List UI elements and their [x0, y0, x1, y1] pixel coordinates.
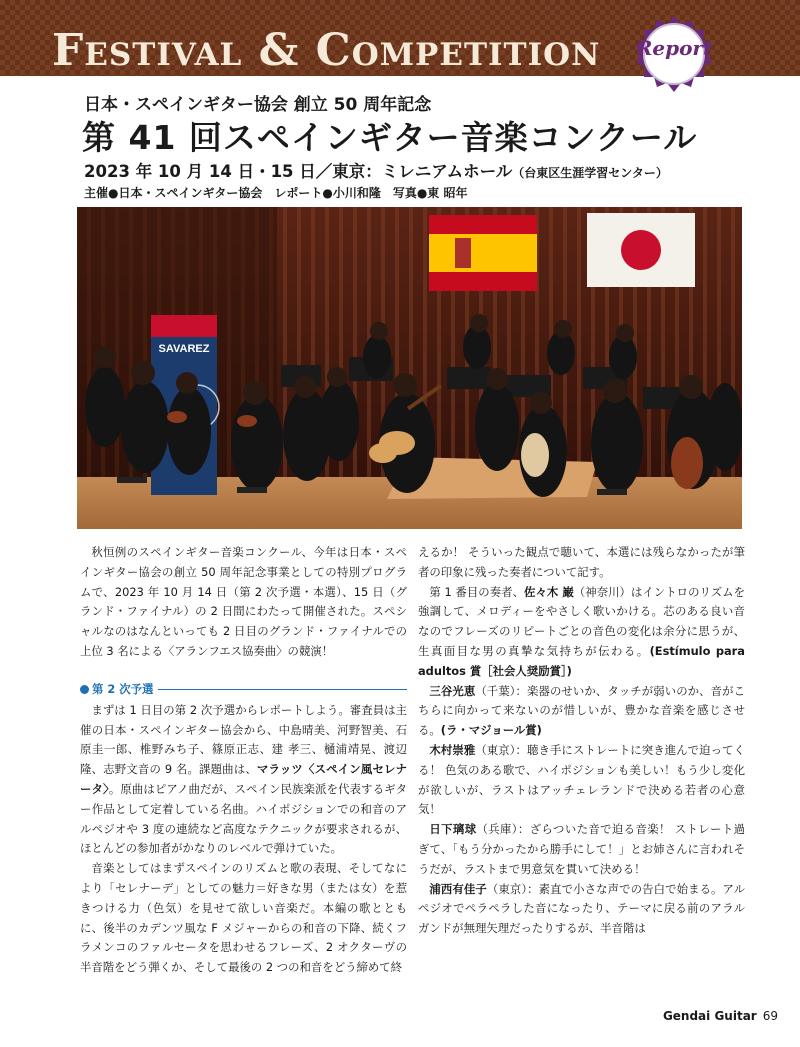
performer-review: [418, 820, 745, 879]
intro-paragraph: 秋恒例のスペインギター音楽コンクール、今年は日本・スペインギター協会の創立 50 周年記念事業としての特別プログラムで、2023 年 10 月 14 日（第 2 次予選・本選）、15 日（グランド・ファイナル）の 2 日間にわたって開催された。スペシャルなのはなんといっても 2 日目のグランド・ファイナルでの上位 3 名による〈アランフエス協奏曲〉の競演！: [80, 545, 407, 658]
paragraph-text: 。原曲はピアノ曲だが、スペイン民族楽派を代表するギター作品として定着している名曲。ハイポジションでの和音のアルペジオや 3 度の連続など高度なテクニックが要求されるが、ほとんどの参加者がかなりのレベルで弾けていた。: [80, 781, 407, 856]
paragraph-text: （東京）：素直で小さな声での告白で始まる。アルペジオでペラペラした音になったり、テーマに戻る前のアラルガンドが無理矢理だったりするが、半音階は: [418, 881, 745, 936]
section-title: Festival & Competition: [52, 25, 601, 76]
dateline-note: （台東区生涯学習センター）: [512, 166, 668, 180]
concert-photo: [77, 207, 742, 529]
performer-review: [418, 741, 745, 820]
paragraph-text: （東京）：聴き手にストレートに突き進んで迫ってくる！ 色気のある歌で、ハイポジションも美しい！もう少し変化が欲しいが、ラストはアッチェレランドで決める若者の心意気！: [418, 742, 745, 817]
paragraph-text: 第 1 番目の奏者、: [429, 584, 525, 599]
report-badge: [634, 14, 714, 94]
performer-review: [418, 880, 745, 939]
body-column-right: [418, 543, 745, 939]
paragraph-text: （神奈川）はイントロのリズムを強調して、メロディーをやさしく歌いかける。芯のある良い音なのでフレーズのリピートごとの音色の変化は余分に思うが、生真面目な男の真摯な気持ちが伝わる。: [418, 584, 745, 658]
paragraph-text: （兵庫）：ざらついた音で迫る音楽！ ストレート過ぎて、「もう分かったから勝手にして！」とお姉さんに言われそうだが、ラストまで男意気を貫いて決める！: [418, 822, 745, 876]
paragraph-continued: えるか！ そういった観点で聴いて、本選には残らなかったが筆者の印象に残った奏者について記す。: [418, 545, 745, 579]
test-piece: マラッツ〈スペイン風セレナータ〉: [80, 762, 407, 796]
prize-label: (ラ・マジョール賞): [440, 723, 542, 738]
magazine-name: Gendai Guitar: [662, 1009, 757, 1023]
japan-flag: [587, 213, 695, 287]
paragraph-text: まずは 1 日目の第 2 次予選からレポートしよう。審査員は主催の日本・スペインギター協会から、中島晴美、河野智美、石原圭一郎、椎野みち子、篠原正志、建 孝三、樋浦靖晃、渡辺 隆、志野文音の 9 名。課題曲は、: [80, 702, 407, 777]
section-heading: [80, 680, 407, 699]
paragraph-text: （千葉）：楽器のせいか、タッチが弱いのか、音がこちらに向かって来ないのが惜しいが、豊かな音楽を感じさせる。: [418, 683, 745, 738]
page-number: 69: [762, 1009, 778, 1023]
prize-label: (Estímulo para adultos 賞［社会人奨励賞］): [418, 643, 745, 678]
section-heading-text: 第 2 次予選: [92, 681, 154, 696]
spain-flag: [429, 215, 537, 291]
report-badge-label: Report: [635, 36, 713, 60]
performer-name: 浦西有佳子: [429, 881, 487, 896]
body-column-left: [80, 543, 407, 978]
paragraph: [80, 701, 407, 859]
orchestra-stage-illustration: [77, 207, 742, 529]
dateline-main: 2023 年 10 月 14 日・15 日／東京：ミレニアムホール: [84, 162, 513, 181]
page-footer: [663, 1009, 778, 1023]
performer-name: 三谷光恵: [429, 683, 476, 698]
article-subtitle: 日本・スペインギター協会 創立 50 周年記念: [84, 95, 432, 115]
performer-name: 佐々木 巌: [524, 584, 574, 599]
article-dateline: [84, 158, 668, 182]
performer-name: 木村崇雅: [429, 742, 476, 757]
article-title: 第 41 回スペインギター音楽コンクール: [82, 118, 698, 157]
bullet-icon: [80, 685, 89, 694]
section-rule: [158, 689, 407, 690]
performer-name: 日下璃球: [429, 822, 477, 837]
paragraph: [418, 583, 745, 682]
banner-text: SAVAREZ: [158, 343, 210, 355]
paragraph: 音楽としてはまずスペインのリズムと歌の表現、そしてなにより「セレナーデ」としての魅力＝好きな男（または女）を惹きつける力（色気）を見せて欲しい音楽だ。本編の歌とともに、後半のカデンツ風な F メジャーからの和音の下降、続くフラメンコのファルセータを思わせるフレーズ、2 オクターヴの半音階をどう弾くか、そして最後の 2 つの和音をどう締めて終: [80, 861, 407, 975]
performer-review: [418, 682, 745, 741]
article-credits: 主催●日本・スペインギター協会 レポート●小川和隆 写真●東 昭年: [84, 186, 468, 200]
